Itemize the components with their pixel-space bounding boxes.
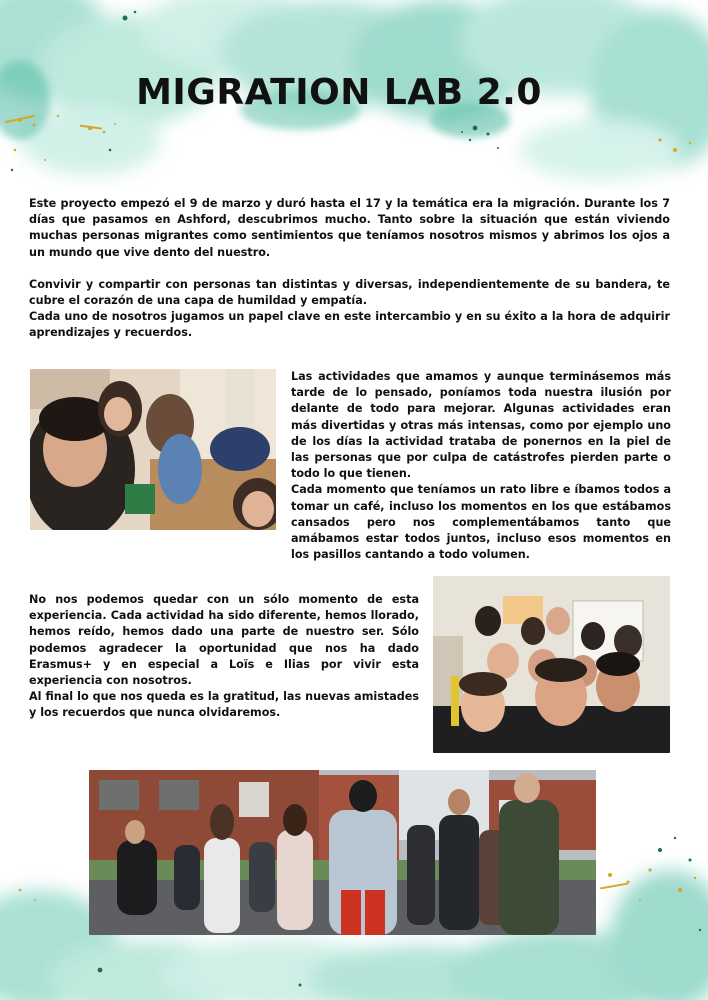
intro-paragraph-1: Este proyecto empezó el 9 de marzo y duró hasta el 17 y la temática era la migración. Durante los 7 días que pasamos en Ashford, descubrimos mucho. Tanto sobre la situación que están viviendo muchas personas migrantes como sentimientos que teníamos nosotros mismos y abrimos los ojos a un mundo que vive dento del nuestro.: [29, 197, 670, 259]
intro-paragraph-3: Cada uno de nosotros jugamos un papel clave en este intercambio y en su éxito a la hora de adquirir aprendizajes y recuerdos.: [29, 310, 670, 340]
activities-text: [291, 369, 671, 563]
gratitude-paragraph-1: No nos podemos quedar con un sólo momento de esta experiencia. Cada actividad ha sido diferente, hemos llorado, hemos reído, hemos dado una parte de nuestro ser. Sólo podemos agradecer la oportunidad que nos ha dado Erasmus+ y en especial a Loïs e Ilias por vivir esta experiencia con nosotros.: [29, 593, 419, 688]
intro-text: [29, 196, 670, 342]
activities-paragraph-1: Las actividades que amamos y aunque terminásemos más tarde de lo pensado, poníamos toda nuestra ilusión por delante de todo para mejorar. Algunas actividades eran más divertidas y otras más intensas, como por ejemplo uno de los días la actividad trataba de ponernos en la piel de las personas que por culpa de catástrofes pierden parte o todo lo que tienen.: [291, 370, 671, 481]
outdoor-group-photo: [89, 770, 596, 935]
gratitude-text: [29, 592, 419, 722]
intro-paragraph-2: Convivir y compartir con personas tan distintas y diversas, independientemente de su bandera, te cubre el corazón de una capa de humildad y empatía.: [29, 277, 670, 308]
classroom-group-photo: [433, 576, 670, 753]
activities-paragraph-2: Cada momento que teníamos un rato libre e íbamos todos a tomar un café, incluso los momentos en los que estábamos cansados pero nos complementábamos tanto que amábamos estar todos juntos, incluso esos momentos en los pasillos cantando a todo volumen.: [291, 483, 671, 562]
gratitude-paragraph-2: Al final lo que nos queda es la gratitud, las nuevas amistades y los recuerdos que nunca olvidaremos.: [29, 690, 419, 720]
group-selfie-photo: [30, 369, 276, 530]
page-title: MIGRATION LAB 2.0: [136, 72, 542, 114]
